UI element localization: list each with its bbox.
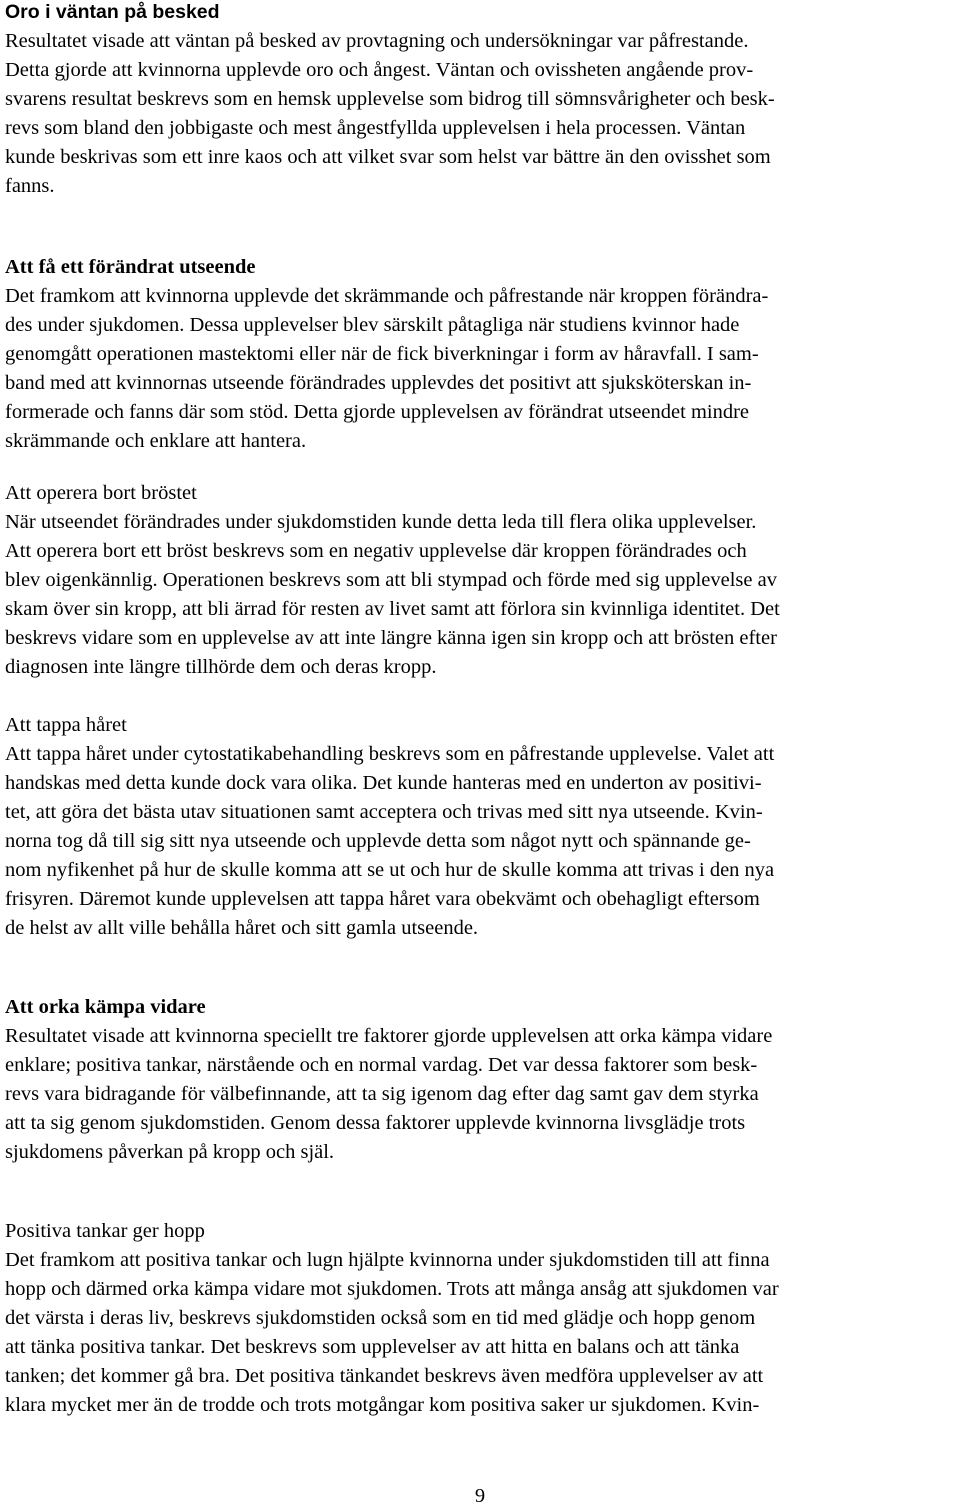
section-heading: Att orka kämpa vidare — [5, 996, 206, 1018]
paragraph-line: skam över sin kropp, att bli ärrad för resten av livet samt att förlora sin kvinnliga identitet. Det — [5, 598, 780, 620]
subsection-heading: Positiva tankar ger hopp — [5, 1220, 205, 1242]
paragraph-line: det värsta i deras liv, beskrevs sjukdomstiden också som en tid med glädje och hopp genom — [5, 1307, 756, 1329]
page-number: 9 — [474, 1485, 486, 1507]
paragraph-line: tanken; det kommer gå bra. Det positiva tänkandet beskrevs även medföra upplevelser av att — [5, 1365, 764, 1387]
paragraph-line: tet, att göra det bästa utav situationen samt acceptera och trivas med sitt nya utseende. Kvin- — [5, 801, 763, 823]
subsection-heading: Att operera bort bröstet — [5, 482, 197, 504]
paragraph-line: formerade och fanns där som stöd. Detta gjorde upplevelsen av förändrat utseendet mindre — [5, 401, 750, 423]
paragraph-line: revs vara bidragande för välbefinnande, att ta sig igenom dag efter dag samt gav dem styrka — [5, 1083, 759, 1105]
paragraph-line: Att tappa håret under cytostatikabehandling beskrevs som en påfrestande upplevelse. Valet att — [5, 743, 775, 765]
paragraph-line: att tänka positiva tankar. Det beskrevs som upplevelser av att hitta en balans och att tänka — [5, 1336, 740, 1358]
paragraph-line: fanns. — [5, 175, 55, 197]
paragraph-line: sjukdomens påverkan på kropp och själ. — [5, 1141, 335, 1163]
paragraph-line: nom nyfikenhet på hur de skulle komma att se ut och hur de skulle komma att trivas i den nya — [5, 859, 775, 881]
paragraph-line: handskas med detta kunde dock vara olika. Det kunde hanteras med en underton av positivi- — [5, 772, 762, 794]
section-heading: Oro i väntan på besked — [5, 1, 220, 23]
paragraph-line: skrämmande och enklare att hantera. — [5, 430, 307, 452]
paragraph-line: beskrevs vidare som en upplevelse av att inte längre känna igen sin kropp och att brösten efter — [5, 627, 777, 649]
paragraph-line: Resultatet visade att väntan på besked av provtagning och undersökningar var påfrestande. — [5, 30, 749, 52]
paragraph-line: Detta gjorde att kvinnorna upplevde oro och ångest. Väntan och ovissheten angående prov- — [5, 59, 754, 81]
paragraph-line: klara mycket mer än de trodde och trots motgångar kom positiva saker ur sjukdomen. Kvin- — [5, 1394, 760, 1416]
paragraph-line: de helst av allt ville behålla håret och sitt gamla utseende. — [5, 917, 479, 939]
paragraph-line: kunde beskrivas som ett inre kaos och att vilket svar som helst var bättre än den ovisshet som — [5, 146, 771, 168]
paragraph-line: des under sjukdomen. Dessa upplevelser blev särskilt påtagliga när studiens kvinnor hade — [5, 314, 740, 336]
paragraph-line: genomgått operationen mastektomi eller när de fick biverkningar i form av håravfall. I sam- — [5, 343, 759, 365]
paragraph-line: enklare; positiva tankar, närstående och en normal vardag. Det var dessa faktorer som besk- — [5, 1054, 758, 1076]
paragraph-line: frisyren. Däremot kunde upplevelsen att tappa håret vara obekvämt och obehagligt eftersom — [5, 888, 760, 910]
paragraph-line: revs som bland den jobbigaste och mest ångestfyllda upplevelsen i hela processen. Väntan — [5, 117, 746, 139]
paragraph-line: Resultatet visade att kvinnorna speciellt tre faktorer gjorde upplevelsen att orka kämpa vidare — [5, 1025, 773, 1047]
paragraph-line: band med att kvinnornas utseende förändrades upplevdes det positivt att sjuksköterskan in- — [5, 372, 752, 394]
paragraph-line: diagnosen inte längre tillhörde dem och deras kropp. — [5, 656, 437, 678]
paragraph-line: När utseendet förändrades under sjukdomstiden kunde detta leda till flera olika upplevelser. — [5, 511, 757, 533]
section-heading: Att få ett förändrat utseende — [5, 256, 256, 278]
paragraph-line: hopp och därmed orka kämpa vidare mot sjukdomen. Trots att många ansåg att sjukdomen var — [5, 1278, 779, 1300]
paragraph-line: svarens resultat beskrevs som en hemsk upplevelse som bidrog till sömnsvårigheter och besk- — [5, 88, 775, 110]
paragraph-line: Det framkom att kvinnorna upplevde det skrämmande och påfrestande när kroppen förändra- — [5, 285, 769, 307]
paragraph-line: blev oigenkännlig. Operationen beskrevs som att bli stympad och förde med sig upplevelse av — [5, 569, 777, 591]
paragraph-line: norna tog då till sig sitt nya utseende och upplevde detta som något nytt och spännande ge- — [5, 830, 751, 852]
paragraph-line: Att operera bort ett bröst beskrevs som en negativ upplevelse där kroppen förändrades och — [5, 540, 747, 562]
paragraph-line: Det framkom att positiva tankar och lugn hjälpte kvinnorna under sjukdomstiden till att finna — [5, 1249, 770, 1271]
paragraph-line: att ta sig genom sjukdomstiden. Genom dessa faktorer upplevde kvinnorna livsglädje trots — [5, 1112, 746, 1134]
subsection-heading: Att tappa håret — [5, 714, 127, 736]
